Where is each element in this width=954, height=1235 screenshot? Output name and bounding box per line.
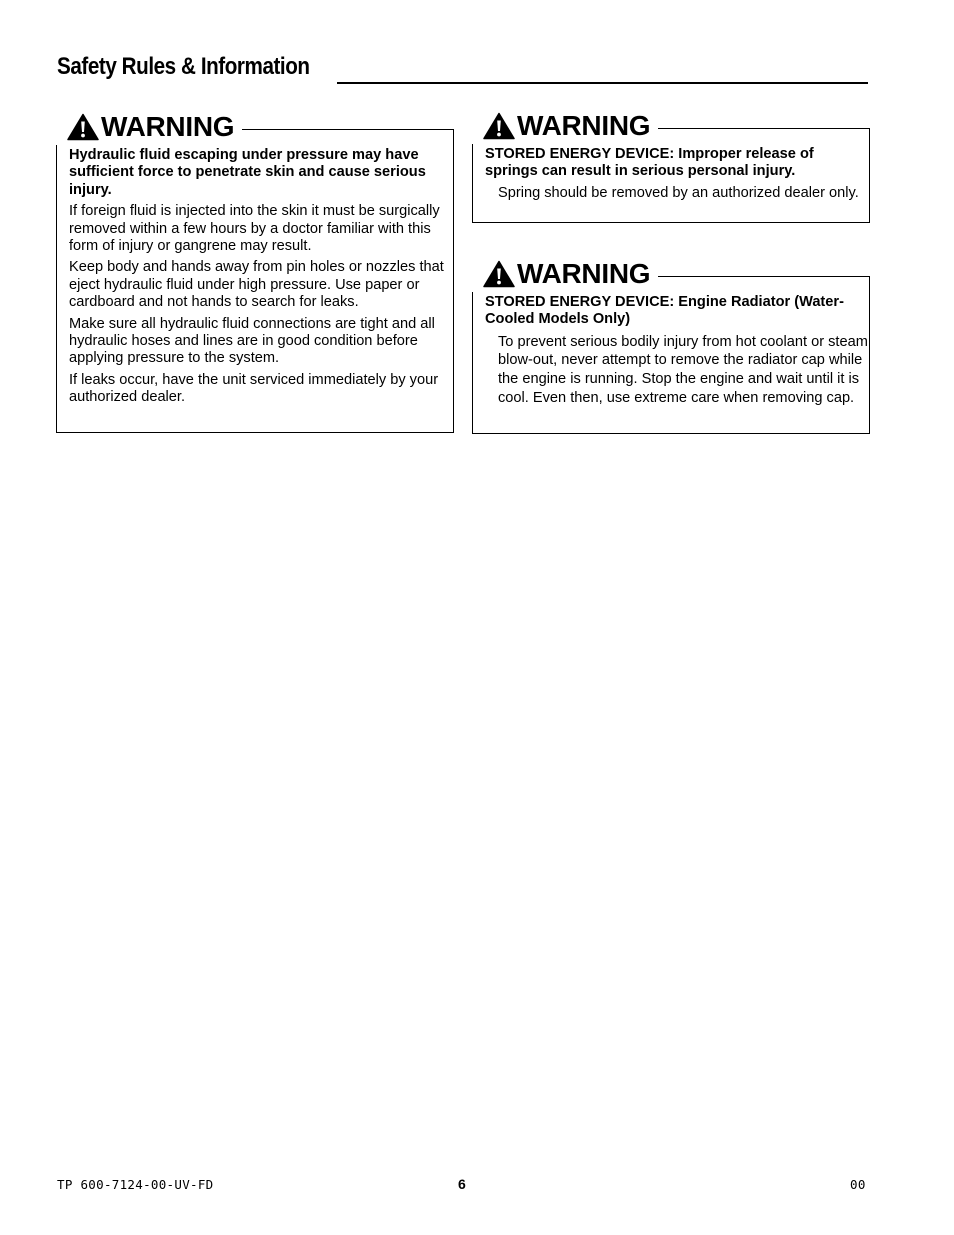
warning-header	[55, 109, 242, 145]
warning-triangle-icon	[483, 260, 515, 288]
footer-doc-number: TP 600-7124-00-UV-FD	[57, 1177, 214, 1192]
warning-lead: STORED ENERGY DEVICE: Engine Radiator (Water-Cooled Models Only)	[485, 294, 844, 328]
title-rule	[337, 82, 868, 84]
warning-lead: Hydraulic fluid escaping under pressure may have sufficient force to penetrate skin and cause serious injury.	[69, 147, 426, 198]
warning-header	[471, 108, 658, 144]
warning-paragraph: If leaks occur, have the unit serviced immediately by your authorized dealer.	[69, 371, 439, 406]
footer-revision: 00	[850, 1177, 866, 1192]
warning-body	[69, 147, 449, 411]
warning-body	[485, 294, 869, 411]
warning-box-springs	[472, 110, 870, 223]
warning-body	[485, 146, 865, 206]
warning-header	[471, 256, 658, 292]
warning-label: WARNING	[517, 258, 651, 289]
warning-lead: STORED ENERGY DEVICE: Improper release of springs can result in serious personal injury.	[485, 146, 814, 180]
warning-triangle-icon	[67, 113, 99, 141]
footer-page-number: 6	[458, 1176, 466, 1192]
warning-triangle-icon	[483, 112, 515, 140]
warning-label: WARNING	[517, 110, 651, 141]
page-title: Safety Rules & Information	[57, 53, 310, 80]
warning-paragraph: Make sure all hydraulic fluid connections are tight and all hydraulic hoses and lines are in good condition before applying pressure to the system.	[69, 315, 435, 367]
warning-box-hydraulic	[56, 111, 454, 433]
warning-paragraph: To prevent serious bodily injury from hot coolant or steam blow-out, never attempt to remove the radiator cap while the engine is running. Stop the engine and wait until it is cool. Even then, use extreme care when removing cap.	[498, 333, 868, 406]
warning-paragraph: Spring should be removed by an authorized dealer only.	[498, 184, 859, 201]
warning-label: WARNING	[101, 111, 235, 142]
warning-box-radiator	[472, 258, 870, 434]
warning-paragraph: If foreign fluid is injected into the skin it must be surgically removed within a few hours by a doctor familiar with this form of injury or gangrene may result.	[69, 203, 440, 255]
warning-paragraph: Keep body and hands away from pin holes or nozzles that eject hydraulic fluid under high pressure. Use paper or cardboard and not hands to search for leaks.	[69, 259, 444, 311]
